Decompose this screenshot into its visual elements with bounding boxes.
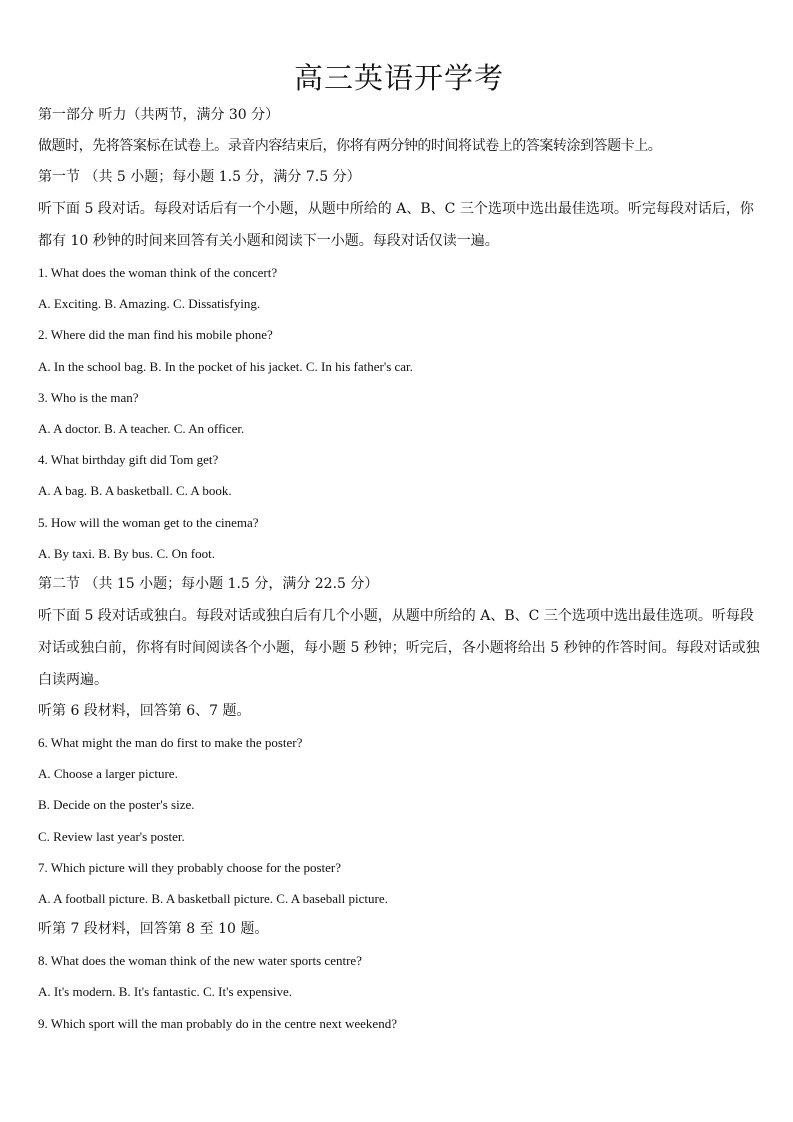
question-4: 4. What birthday gift did Tom get? xyxy=(38,452,219,468)
question-3-options: A. A doctor. B. A teacher. C. An officer. xyxy=(38,421,245,437)
question-2-options: A. In the school bag. B. In the pocket of his jacket. C. In his father's car. xyxy=(38,358,413,374)
question-6-option-b: B. Decide on the poster's size. xyxy=(38,797,195,813)
question-6: 6. What might the man do first to make the poster? xyxy=(38,735,303,751)
question-8: 8. What does the woman think of the new water sports centre? xyxy=(38,953,362,969)
question-5-options: A. By taxi. B. By bus. C. On foot. xyxy=(38,545,215,561)
question-6-option-a: A. Choose a larger picture. xyxy=(38,766,178,782)
material-6-heading: 听第 6 段材料，回答第 6、7 题。 xyxy=(38,703,251,720)
question-3: 3. Who is the man? xyxy=(38,389,139,405)
question-5: 5. How will the woman get to the cinema? xyxy=(38,514,259,530)
section1-instruction: 听下面 5 段对话。每段对话后有一个小题，从题中所给的 A、B、C 三个选项中选出最佳选项。听完每段对话后，你都有 10 秒钟的时间来回答有关小题和阅读下一小题。每段对话仅读一遍。 xyxy=(38,201,754,249)
question-4-options: A. A bag. B. A basketball. C. A book. xyxy=(38,483,232,499)
question-8-options: A. It's modern. B. It's fantastic. C. It's expensive. xyxy=(38,984,292,1000)
exam-page xyxy=(38,58,760,1039)
question-1: 1. What does the woman think of the concert? xyxy=(38,265,278,280)
section2-heading: 第二节 （共 15 小题；每小题 1.5 分，满分 22.5 分） xyxy=(38,576,379,593)
page-title: 高三英语开学考 xyxy=(293,61,504,95)
section1-heading: 第一节 （共 5 小题；每小题 1.5 分，满分 7.5 分） xyxy=(38,169,361,185)
question-2: 2. Where did the man find his mobile phone? xyxy=(38,327,273,343)
question-1-options: A. Exciting. B. Amazing. C. Dissatisfying. xyxy=(38,296,261,312)
question-7-options: A. A football picture. B. A basketball picture. C. A baseball picture. xyxy=(38,891,388,907)
question-7: 7. Which picture will they probably choose for the poster? xyxy=(38,859,342,875)
part1-instruction: 做题时，先将答案标在试卷上。录音内容结束后，你将有两分钟的时间将试卷上的答案转涂到答题卡上。 xyxy=(38,138,662,154)
question-9: 9. Which sport will the man probably do in the centre next weekend? xyxy=(38,1015,397,1031)
section2-instruction: 听下面 5 段对话或独白。每段对话或独白后有几个小题，从题中所给的 A、B、C 三个选项中选出最佳选项。听每段对话或独白前，你将有时间阅读各个小题，每小题 5 秒钟；听完后，各小题将给出 5 秒钟的作答时间。每段对话或独白读两遍。 xyxy=(38,608,760,689)
question-6-option-c: C. Review last year's poster. xyxy=(38,828,185,844)
material-7-heading: 听第 7 段材料，回答第 8 至 10 题。 xyxy=(38,921,269,938)
part1-heading: 第一部分 听力（共两节，满分 30 分） xyxy=(38,107,280,123)
